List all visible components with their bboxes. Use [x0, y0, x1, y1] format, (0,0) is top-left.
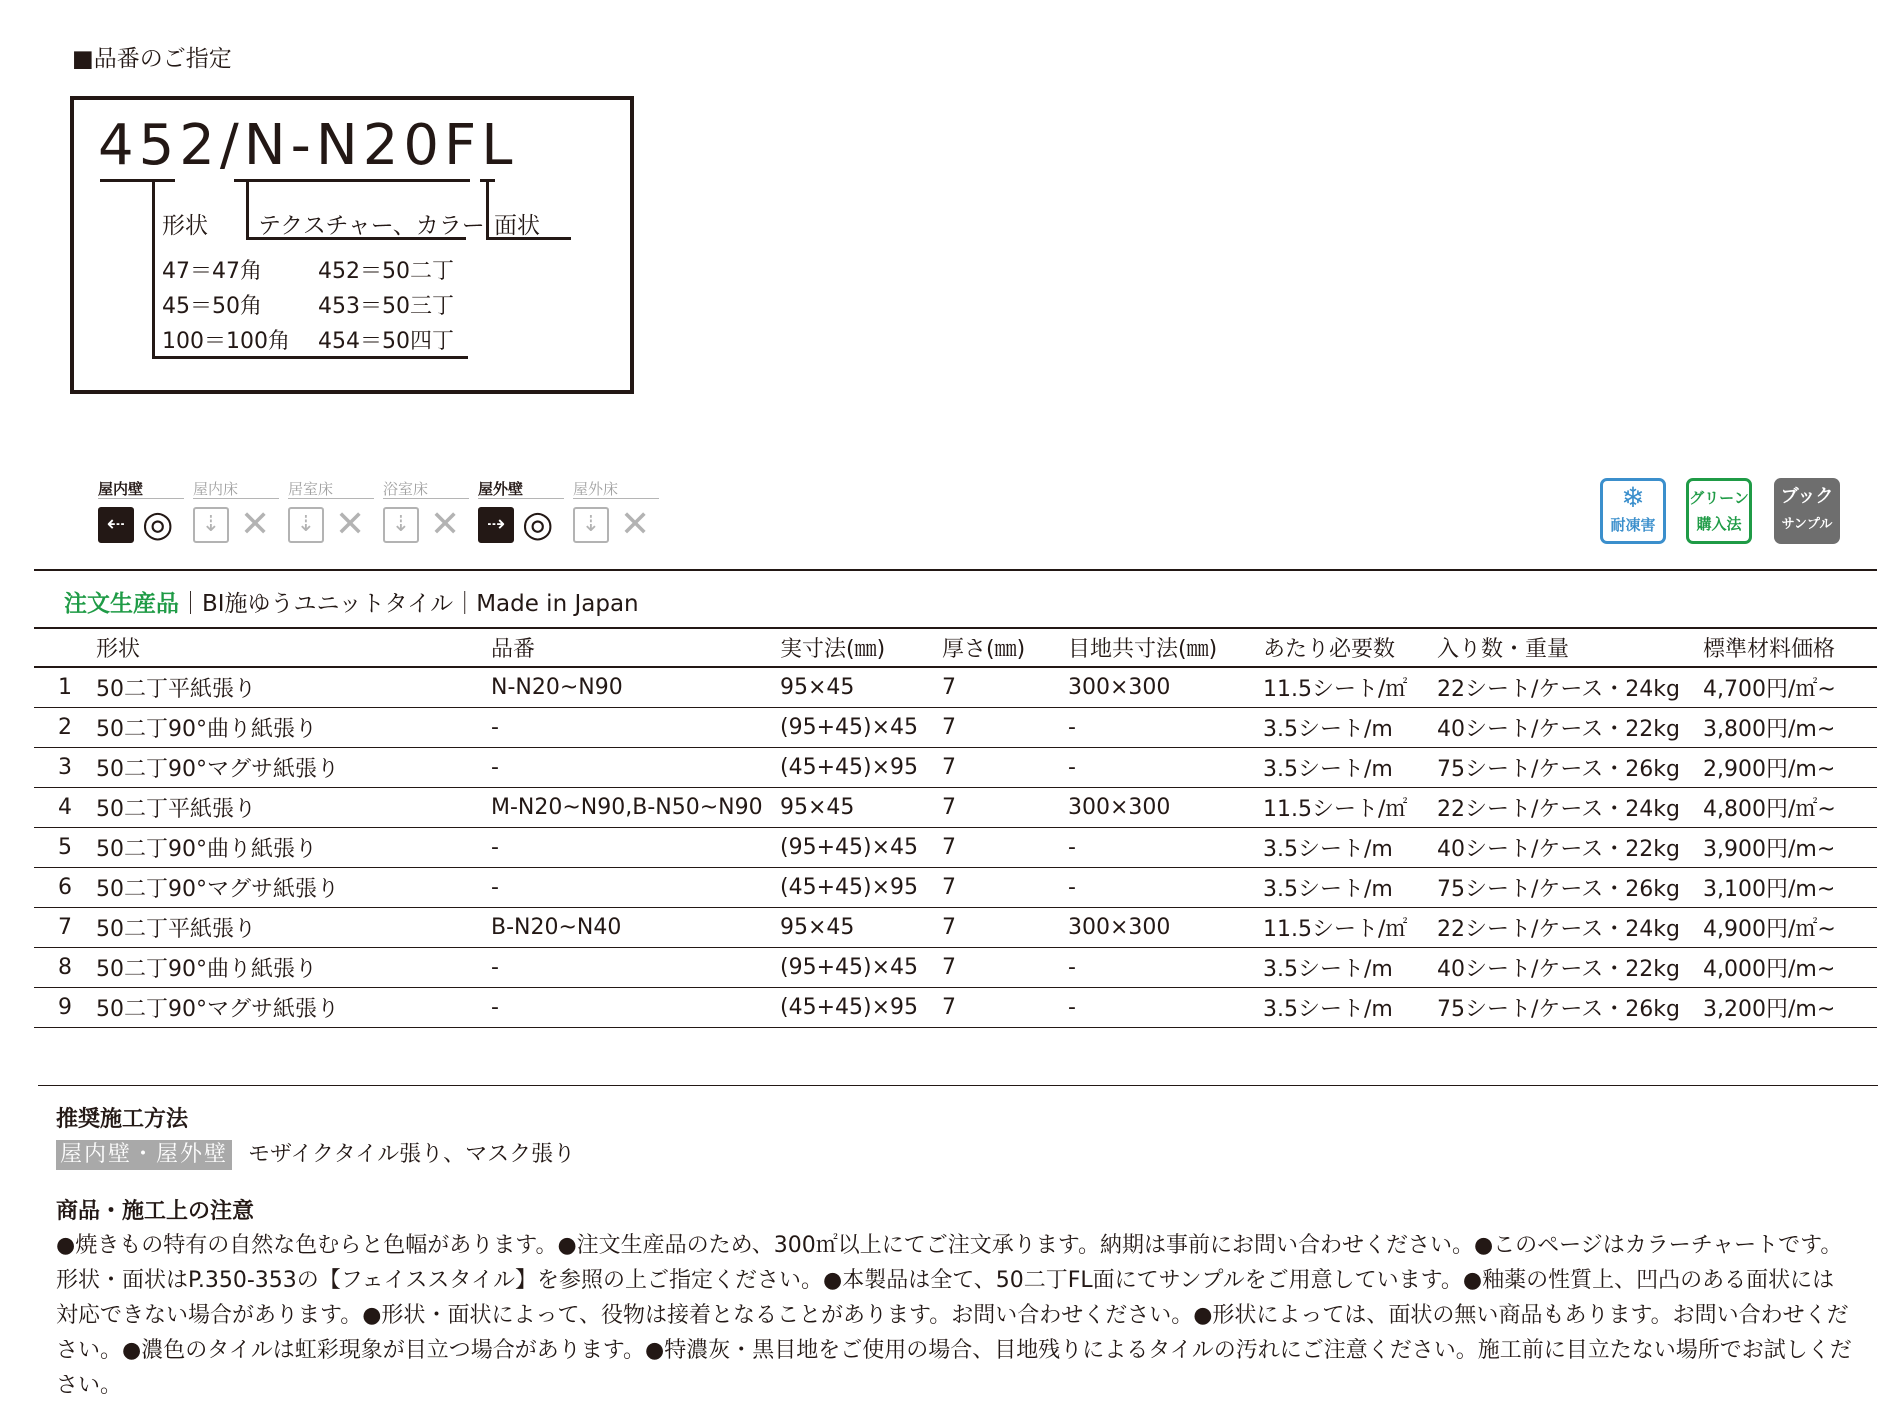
cell-joint-size: 300×300: [1068, 788, 1263, 828]
cell-required-qty: 3.5シート/m: [1263, 828, 1437, 868]
usage-rule: [478, 498, 564, 499]
usage-label-room-floor: 居室床: [288, 480, 334, 498]
cell-row-number: 4: [34, 788, 96, 828]
caution-text: ●焼きもの特有の自然な色むらと色幅があります。●注文生産品のため、300㎡以上にてご注文承ります。納期は事前にお問い合わせください。●このページはカラーチャートです。形状・面状はP.350-353の【フェイススタイル】を参照の上ご指定ください。●本製品は全て、50二丁FL面にてサンプルをご用意しています。●釉薬の性質上、凹凸のある面状には対応できない場合があります。●形状・面状によって、役物は接着となることがあります。お問い合わせください。●形状によっては、面状の無い商品もあります。お問い合わせください。●濃色のタイルは虹彩現象が目立つ場合があります。●特濃灰・黒目地をご使用の場合、目地残りによるタイルの汚れにご注意ください。施工前に目立たない場所でお試しください。: [56, 1233, 1852, 1398]
product-line-name: BⅠ施ゆうユニットタイル: [202, 591, 454, 617]
arrow-right-icon: ⇢: [478, 507, 514, 543]
cell-row-number: 7: [34, 908, 96, 948]
cell-item-number: M-N20~N90,B-N50~N90: [491, 788, 780, 828]
cross-icon: ✕: [335, 504, 366, 545]
green-purchase-badge: [1686, 478, 1752, 544]
frost-label: 耐凍害: [1610, 516, 1656, 534]
book-line2: サンプル: [1781, 517, 1833, 532]
cell-pack-weight: 75シート/ケース・26kg: [1437, 868, 1703, 908]
cell-shape: 50二丁90°マグサ紙張り: [96, 868, 491, 908]
face-bracket-vertical: [486, 181, 489, 239]
col-header-size: 実寸法(㎜): [780, 628, 942, 667]
table-row: [34, 868, 1877, 908]
col-header-thickness: 厚さ(㎜): [942, 628, 1068, 667]
cell-thickness: 7: [942, 667, 1068, 708]
made-to-order-label: 注文生産品: [64, 591, 179, 617]
cross-icon: ✕: [240, 504, 271, 545]
shape-bracket-bottom: [152, 356, 468, 359]
cell-joint-size: -: [1068, 988, 1263, 1028]
label-shape: 形状: [162, 213, 208, 239]
cell-price: 3,800円/m~: [1703, 708, 1877, 748]
cell-item-number: -: [491, 748, 780, 788]
cell-thickness: 7: [942, 988, 1068, 1028]
shape-code-left: 47＝47角: [162, 259, 262, 284]
usage-label-outdoor-wall: 屋外壁: [478, 480, 524, 498]
table-row: [34, 828, 1877, 868]
cell-required-qty: 3.5シート/m: [1263, 708, 1437, 748]
product-line-title: [64, 585, 639, 618]
col-header-no: [34, 628, 96, 667]
cell-actual-size: 95×45: [780, 908, 942, 948]
cell-joint-size: -: [1068, 748, 1263, 788]
cell-shape: 50二丁90°マグサ紙張り: [96, 988, 491, 1028]
cell-thickness: 7: [942, 908, 1068, 948]
cell-shape: 50二丁90°曲り紙張り: [96, 708, 491, 748]
method-heading: 推奨施工方法: [56, 1107, 189, 1132]
book-line1: ブック: [1780, 486, 1834, 507]
arrow-down-icon: ⇣: [288, 507, 324, 543]
cell-joint-size: -: [1068, 708, 1263, 748]
cell-row-number: 9: [34, 988, 96, 1028]
col-header-pack: 入り数・重量: [1437, 628, 1703, 667]
cell-joint-size: -: [1068, 828, 1263, 868]
col-header-shape: 形状: [96, 628, 491, 667]
cell-item-number: -: [491, 948, 780, 988]
cell-row-number: 5: [34, 828, 96, 868]
usage-label-indoor-floor: 屋内床: [193, 480, 239, 498]
shape-code-right: 452＝50二丁: [318, 259, 454, 284]
method-tag: 屋内壁・屋外壁: [56, 1140, 232, 1170]
spec-heading: ■品番のご指定: [72, 46, 232, 72]
cell-pack-weight: 22シート/ケース・24kg: [1437, 908, 1703, 948]
cell-price: 4,000円/m~: [1703, 948, 1877, 988]
cell-thickness: 7: [942, 708, 1068, 748]
cell-row-number: 1: [34, 667, 96, 708]
usage-rule: [573, 498, 659, 499]
usage-label-indoor-wall: 屋内壁: [98, 480, 144, 498]
cell-price: 4,800円/㎡~: [1703, 788, 1877, 828]
cell-pack-weight: 75シート/ケース・26kg: [1437, 748, 1703, 788]
cell-item-number: -: [491, 868, 780, 908]
arrow-down-icon: ⇣: [573, 507, 609, 543]
cell-shape: 50二丁平紙張り: [96, 788, 491, 828]
cell-item-number: N-N20~N90: [491, 667, 780, 708]
cell-thickness: 7: [942, 828, 1068, 868]
cell-actual-size: 95×45: [780, 667, 942, 708]
usage-label-bath-floor: 浴室床: [383, 480, 429, 498]
col-header-joint-size: 目地共寸法(㎜): [1068, 628, 1263, 667]
cell-actual-size: (95+45)×45: [780, 828, 942, 868]
cell-joint-size: 300×300: [1068, 908, 1263, 948]
shape-code-left: 100＝100角: [162, 329, 290, 354]
table-row: [34, 948, 1877, 988]
cell-thickness: 7: [942, 748, 1068, 788]
arrow-down-icon: ⇣: [193, 507, 229, 543]
shape-bracket-vertical: [152, 181, 155, 358]
shape-code-right: 454＝50四丁: [318, 329, 454, 354]
table-row: [34, 988, 1877, 1028]
cell-actual-size: 95×45: [780, 788, 942, 828]
double-circle-icon: ◎: [142, 504, 174, 545]
cell-joint-size: -: [1068, 948, 1263, 988]
texture-bracket-vertical: [246, 181, 249, 239]
cell-price: 3,200円/m~: [1703, 988, 1877, 1028]
cell-price: 4,900円/㎡~: [1703, 908, 1877, 948]
cell-required-qty: 3.5シート/m: [1263, 868, 1437, 908]
cell-shape: 50二丁90°曲り紙張り: [96, 828, 491, 868]
cell-pack-weight: 40シート/ケース・22kg: [1437, 948, 1703, 988]
cell-shape: 50二丁90°マグサ紙張り: [96, 748, 491, 788]
cell-row-number: 8: [34, 948, 96, 988]
section-rule: [34, 569, 1877, 571]
shape-code-left: 45＝50角: [162, 294, 262, 319]
cell-thickness: 7: [942, 948, 1068, 988]
cell-price: 3,100円/m~: [1703, 868, 1877, 908]
green-line2: 購入法: [1696, 515, 1742, 533]
shape-code-right: 453＝50三丁: [318, 294, 454, 319]
notes-rule: [38, 1085, 1878, 1086]
col-header-required: あたり必要数: [1263, 628, 1437, 667]
usage-rule: [193, 498, 279, 499]
cell-thickness: 7: [942, 788, 1068, 828]
cell-joint-size: 300×300: [1068, 667, 1263, 708]
cell-actual-size: (45+45)×95: [780, 988, 942, 1028]
book-sample-badge: [1774, 478, 1840, 544]
cell-joint-size: -: [1068, 868, 1263, 908]
title-separator: ｜: [179, 591, 202, 617]
double-circle-icon: ◎: [522, 504, 554, 545]
usage-rule: [98, 498, 184, 499]
snowflake-icon: ❄: [1621, 481, 1645, 514]
cell-price: 4,700円/㎡~: [1703, 667, 1877, 708]
cell-actual-size: (95+45)×45: [780, 948, 942, 988]
cell-required-qty: 3.5シート/m: [1263, 948, 1437, 988]
cell-pack-weight: 40シート/ケース・22kg: [1437, 828, 1703, 868]
product-table: [34, 628, 1877, 1028]
col-header-price: 標準材料価格: [1703, 628, 1877, 667]
caution-heading: 商品・施工上の注意: [56, 1199, 255, 1224]
cell-item-number: -: [491, 988, 780, 1028]
cell-shape: 50二丁平紙張り: [96, 908, 491, 948]
code-underline-texture: [234, 179, 470, 182]
cell-required-qty: 11.5シート/㎡: [1263, 908, 1437, 948]
cross-icon: ✕: [620, 504, 651, 545]
cell-pack-weight: 22シート/ケース・24kg: [1437, 667, 1703, 708]
origin-label: Made in Japan: [476, 591, 639, 617]
label-texture-color: テクスチャー、カラー: [258, 213, 485, 239]
cell-item-number: B-N20~N40: [491, 908, 780, 948]
cell-required-qty: 11.5シート/㎡: [1263, 788, 1437, 828]
label-face: 面状: [494, 213, 540, 239]
cell-thickness: 7: [942, 868, 1068, 908]
frost-resistant-badge: [1600, 478, 1666, 544]
cell-price: 2,900円/m~: [1703, 748, 1877, 788]
usage-rule: [288, 498, 374, 499]
cell-item-number: -: [491, 828, 780, 868]
cell-row-number: 2: [34, 708, 96, 748]
cell-row-number: 6: [34, 868, 96, 908]
usage-rule: [383, 498, 469, 499]
green-line1: グリーン: [1689, 489, 1749, 507]
col-header-item-no: 品番: [491, 628, 780, 667]
cross-icon: ✕: [430, 504, 461, 545]
table-header-row: [34, 628, 1877, 667]
table-row: [34, 908, 1877, 948]
cell-actual-size: (45+45)×95: [780, 748, 942, 788]
cell-actual-size: (45+45)×95: [780, 868, 942, 908]
cell-shape: 50二丁平紙張り: [96, 667, 491, 708]
product-code: 452/N-N20FL: [98, 113, 518, 178]
cell-required-qty: 3.5シート/m: [1263, 988, 1437, 1028]
cell-item-number: -: [491, 708, 780, 748]
cell-required-qty: 11.5シート/㎡: [1263, 667, 1437, 708]
bath-floor-icon: ⇣: [383, 507, 419, 543]
cell-required-qty: 3.5シート/m: [1263, 748, 1437, 788]
cell-actual-size: (95+45)×45: [780, 708, 942, 748]
title-separator: ｜: [453, 591, 477, 617]
cell-pack-weight: 40シート/ケース・22kg: [1437, 708, 1703, 748]
table-row: [34, 708, 1877, 748]
cell-shape: 50二丁90°曲り紙張り: [96, 948, 491, 988]
table-row: [34, 748, 1877, 788]
arrow-left-icon: ⇠: [98, 507, 134, 543]
cell-pack-weight: 75シート/ケース・26kg: [1437, 988, 1703, 1028]
cell-price: 3,900円/m~: [1703, 828, 1877, 868]
table-row: [34, 667, 1877, 708]
cell-row-number: 3: [34, 748, 96, 788]
table-row: [34, 788, 1877, 828]
method-text: モザイクタイル張り、マスク張り: [248, 1142, 576, 1167]
usage-label-outdoor-floor: 屋外床: [573, 480, 619, 498]
cell-pack-weight: 22シート/ケース・24kg: [1437, 788, 1703, 828]
code-underline-shape: [100, 179, 175, 182]
